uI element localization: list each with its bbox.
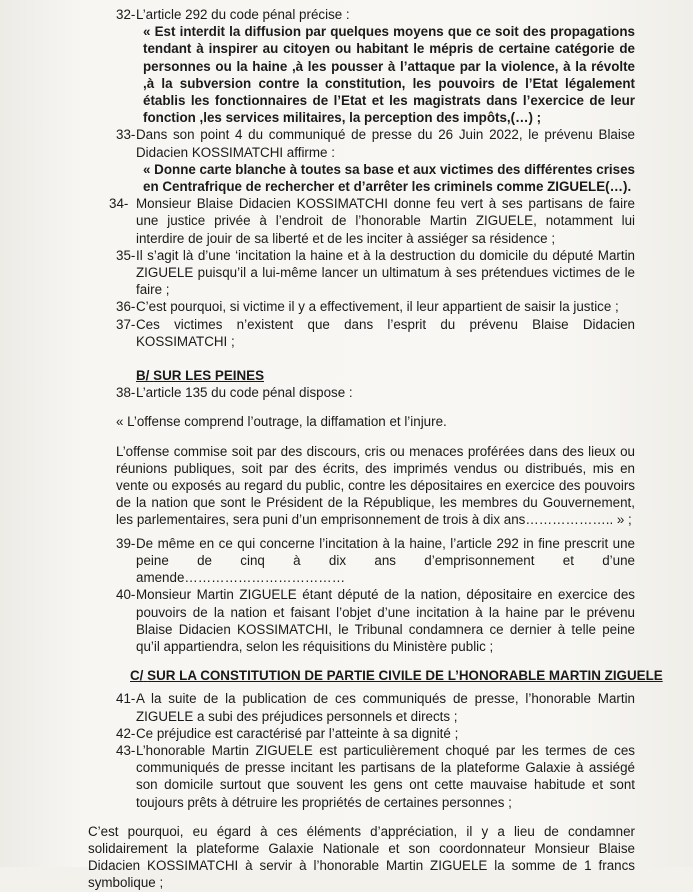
item-number: 42- [116,725,136,741]
item-text: L’article 135 du code pénal dispose : [136,385,353,401]
numbered-item-43 [0,742,693,811]
item-number: 36- [116,299,136,315]
section-title: SUR LES PEINES [153,368,265,384]
numbered-item-36 [0,298,693,315]
item-text: A la suite de la publication de ces communiqués de presse, l’honorable Martin ZIGUELE a subi des préjudices personnels et directs ; [136,691,635,724]
item-text: L’article 292 du code pénal précise : [136,7,350,22]
item-text: De même en ce qui concerne l’incitation à la haine, l’article 292 in fine prescrit une peine de cinq à dix ans d’emprisonnement et d’une amende……………………………… [136,535,635,586]
item-number: 32- [116,7,136,22]
numbered-item-38 [0,384,693,401]
item-text: Ce préjudice est caractérisé par l’atteinte à sa dignité ; [136,725,459,741]
numbered-item-33 [0,126,693,160]
item-number: 38- [116,385,136,401]
item-number: 33- [116,127,136,143]
numbered-item-42 [0,725,693,742]
item-text: Ces victimes n’existent que dans l’esprit du prévenu Blaise Didacien KOSSIMATCHI ; [136,316,635,349]
quote-communique: « Donne carte blanche à toutes sa base et aux victimes des différentes crises en Centrafrique de rechercher et d’arrêter les criminels comme ZIGUELE(…). [143,161,635,195]
item-text: Monsieur Blaise Didacien KOSSIMATCHI donne feu vert à ses partisans de faire une justice privée à l’endroit de l’honorable Martin ZIGUELE, notamment lui interdire de jouir de sa liberté et de les inciter à assiéger sa résidence ; [136,196,635,246]
numbered-item-34 [0,195,693,247]
item-number: 40- [116,587,136,603]
section-prefix: C/ [130,668,144,684]
numbered-item-32 [0,6,693,23]
quote-article-135-line1: « L’offense comprend l’outrage, la diffamation et l’injure. [116,414,447,430]
item-number: 39- [116,535,136,551]
section-title: SUR LA CONSTITUTION DE PARTIE CIVILE DE L’HONORABLE MARTIN ZIGUELE [147,668,663,684]
item-text: Il s’agit là d’une ‘incitation la haine et à la destruction du domicile du député Martin ZIGUELE puisqu’il a lui-même lancer un ultimatum à ses prétendues victimes de le faire ; [136,247,635,298]
item-number: 37- [116,316,136,332]
numbered-item-35 [0,247,693,299]
item-text: Monsieur Martin ZIGUELE étant député de la nation, dépositaire en exercice des pouvoirs de la nation et faisant l’objet d’une incitation à la haine par le prévenu Blaise Didacien KOSSIMATCHI, le Tribunal condamnera ce dernier à telle peine qu’il appartiendra, selon les réquisitions du Ministère public ; [136,587,635,654]
section-heading-c [0,667,693,684]
section-heading-b [0,367,693,384]
numbered-item-40 [0,586,693,655]
numbered-item-37 [0,316,693,350]
conclusion-paragraph: C’est pourquoi, eu égard à ces éléments d’appréciation, il y a lieu de condamner solidairement la plateforme Galaxie Nationale et son coordonnateur Monsieur Blaise Didacien KOSSIMATCHI à servir à l’honorable Martin ZIGUELE la somme de 1 francs symbolique ; [88,823,635,891]
document-body [0,6,693,892]
section-prefix: B/ [136,368,150,384]
item-number: 35- [116,247,136,263]
item-number: 34- [109,196,129,212]
item-text: L’honorable Martin ZIGUELE est particulièrement choqué par les termes de ces communiqués de presse incitant les partisans de la plateforme Galaxie à assiégé son domicile surtout que souvent les gens ont cette mauvaise habitude et sont toujours prêts à détruire les propriétés de certaines personnes ; [136,742,635,810]
numbered-item-39 [0,535,693,587]
quote-article-135-body: L’offense commise soit par des discours, cris ou menaces proférées dans des lieux ou réunions publiques, soit par des écrits, des imprimés vendus ou distribués, mis en vente ou exposés au regard du public, contre les dépositaires en exercice des pouvoirs de la nation que sont le Président de la République, les membres du Gouvernement, les parlementaires, sera puni d’un emprisonnement de trois à dix ans……………….. » ; [116,443,635,528]
quote-article-292: « Est interdit la diffusion par quelques moyens que ce soit des propagations tendant à inspirer au citoyen ou habitant le mépris de certaine catégorie de personnes ou la haine ,à les pousser à l’attaque par la violence, à la révolte ,à la subversion contre la constitution, les pouvoirs de l’Etat légalement établis les fonctionnaires de l’Etat et les magistrats dans l’exercice de leur fonction ,les services militaires, la perception des impôts,(…) ; [143,24,635,126]
numbered-item-41 [0,690,693,724]
item-text: C’est pourquoi, si victime il y a effectivement, il leur appartient de saisir la justice ; [136,299,619,315]
item-text: Dans son point 4 du communiqué de presse du 26 Juin 2022, le prévenu Blaise Didacien KOSSIMATCHI affirme : [136,127,635,160]
item-number: 41- [116,691,136,707]
item-number: 43- [116,742,136,758]
